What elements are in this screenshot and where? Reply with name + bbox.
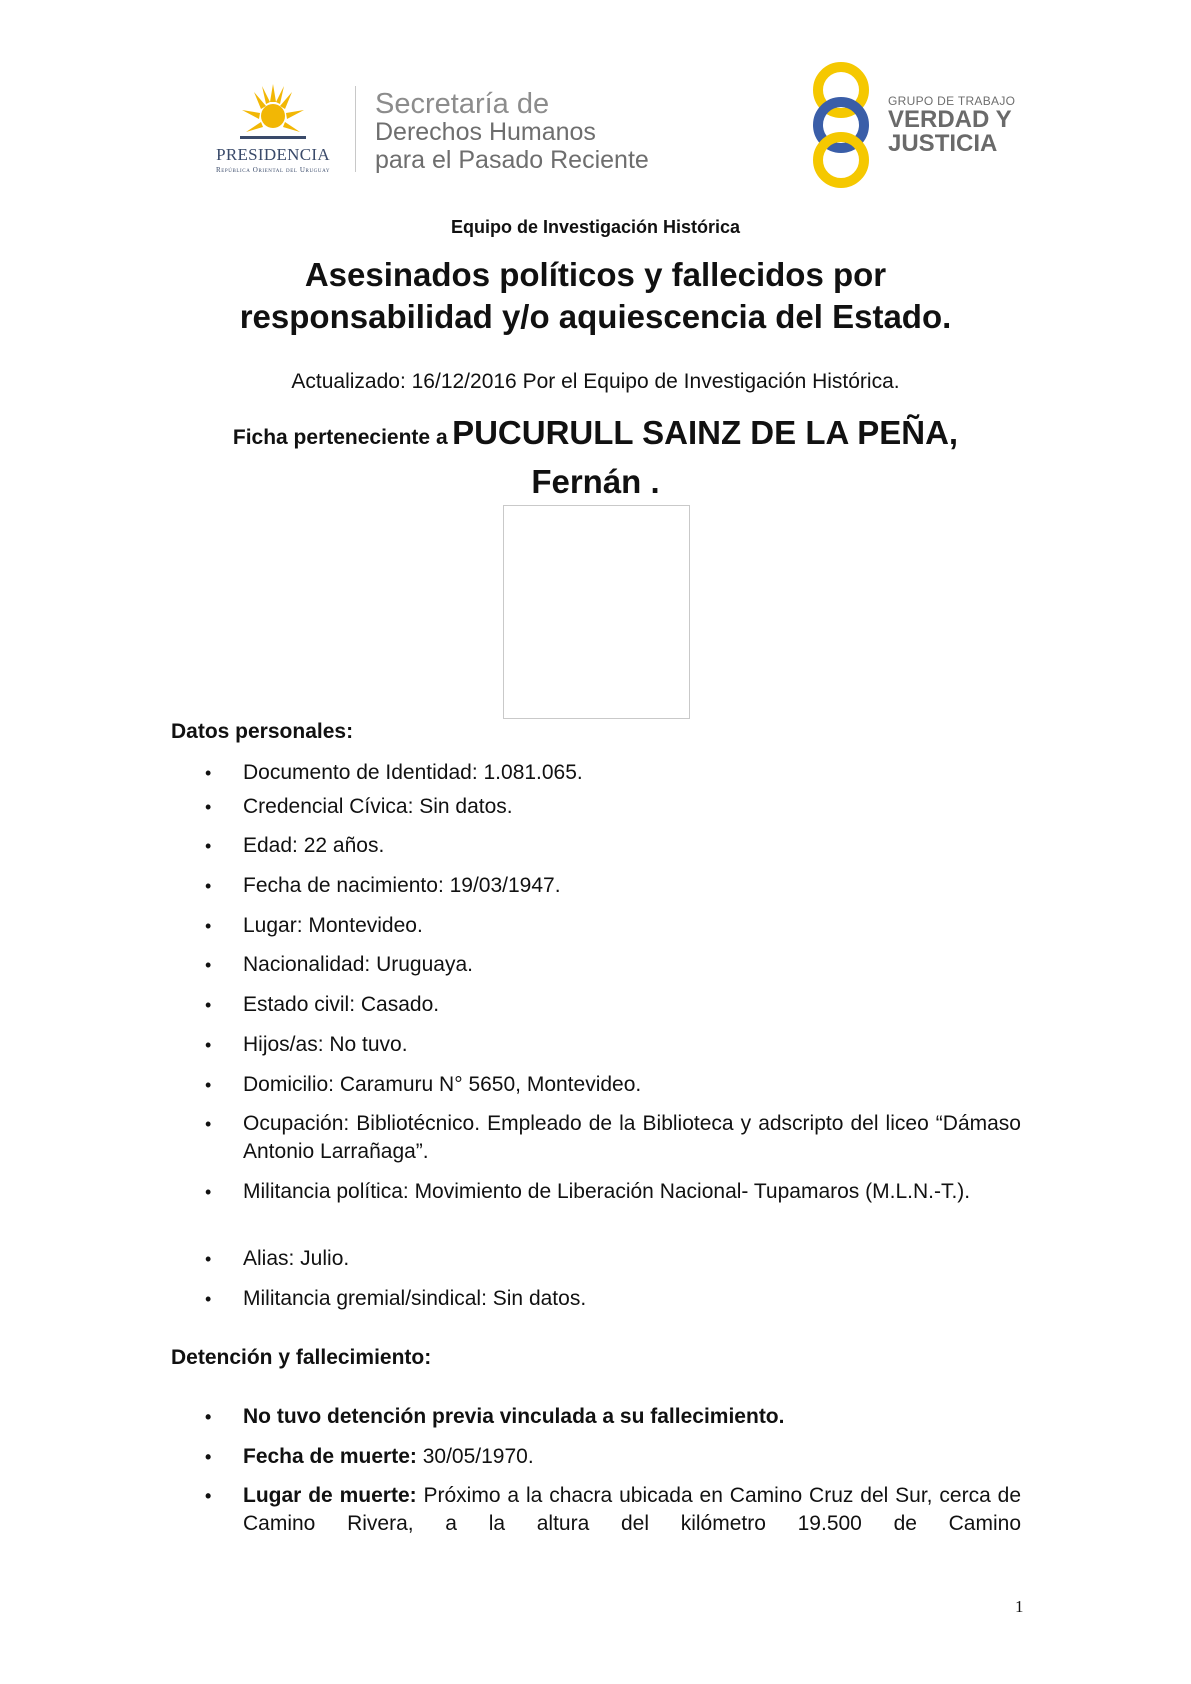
logo-divider [355, 86, 356, 172]
secretaria-line-3: para el Pasado Reciente [375, 146, 649, 174]
team-label: Equipo de Investigación Histórica [450, 217, 741, 237]
list-item-text: Documento de Identidad: 1.081.065. [243, 761, 583, 784]
presidencia-logo [198, 82, 348, 178]
list-item-text: Fecha de nacimiento: 19/03/1947. [243, 874, 561, 897]
document-page: PRESIDENCIA República Oriental del Uruguay Secretaría de Derechos Humanos para el Pasado Reciente GRUPO DE TRABAJO VERDAD Y JUSTICIA Equipo de Investigación Histórica Asesinados políticos y fallecidos por responsabilidad y/o aquiescencia del Estado. Actualizado: 16/12/2016 Por el Equipo de Investigación Histórica. Ficha perteneciente a PUCURULL SAINZ DE LA PEÑA, Fernán . Datos personales: • Documento de Identidad: 1.081.065. • Credencial Cívica: Sin datos. • Edad: 22 años. • Fecha de nacimiento: 19/03/1947. • Lugar: Montevideo. • Nacionalidad: Uruguaya. • Estado civil: Casado. • Hijos/as: No tuvo. • Domicilio: Caramuru N° 5650, Montevideo. • Ocupación: Bibliotécnico. Empleado de la Biblioteca y adscripto del liceo “Dámaso Antonio Larrañaga”. • Militancia política: Movimiento de Liberación Nacional- Tupamaros (M.L.N.-T.). • Alias: Julio. • Militancia gremial/sindical: Sin datos. Detención y fallecimiento: • No tuvo detención previa vinculada a su fallecimiento. • Fecha de muerte: 30/05/1970. • Lugar de muerte: Próximo a la chacra ubicada en Camino Cruz del Sur, cerca de Camino Rivera, a la altura del kilómetro 19.500 de Camino 1 [0, 0, 1191, 1684]
title-line-1: Asesinados políticos y fallecidos por [304, 256, 887, 293]
list-item-text: Ocupación: Bibliotécnico. Empleado de la Biblioteca y adscripto del liceo “Dámaso Antonio Larrañaga”. [243, 1112, 1021, 1163]
ficha-name-line-2: Fernán . [531, 463, 660, 500]
gtvj-line-2: VERDAD Y [888, 106, 1012, 133]
list-item-text: Edad: 22 años. [243, 834, 385, 857]
list-item-text: Hijos/as: No tuvo. [243, 1033, 408, 1056]
secretaria-line-2: Derechos Humanos [375, 118, 596, 146]
gtvj-line-3: JUSTICIA [888, 130, 998, 157]
death-place-label: Lugar de muerte: [243, 1484, 417, 1507]
gtvj-logo [808, 62, 1023, 188]
secretaria-logo-text [375, 90, 649, 174]
gtvj-text [888, 94, 1015, 156]
secretaria-line-1: Secretaría de [375, 88, 550, 120]
detention-title: Detención y fallecimiento: [171, 1346, 432, 1369]
death-date-value: 30/05/1970. [416, 1445, 534, 1468]
list-item-text: Domicilio: Caramuru N° 5650, Montevideo. [243, 1073, 642, 1096]
ficha-heading [150, 412, 1041, 503]
list-item-text: Militancia política: Movimiento de Liberación Nacional- Tupamaros (M.L.N.-T.). [243, 1180, 971, 1203]
list-item-text: Lugar: Montevideo. [243, 914, 423, 937]
gtvj-line-1: GRUPO DE TRABAJO [888, 94, 1016, 108]
document-title [150, 254, 1041, 338]
death-date-label: Fecha de muerte: [243, 1445, 417, 1468]
list-item-text: Credencial Cívica: Sin datos. [243, 795, 513, 818]
sun-emblem-icon [240, 82, 306, 142]
death-place-value: Próximo a la chacra ubicada en Camino Cruz del Sur, cerca de Camino Rivera, a la altura del kilómetro 19.500 de Camino [243, 1484, 1021, 1535]
list-item-text: No tuvo detención previa vinculada a su fallecimiento. [243, 1405, 785, 1428]
title-line-2: responsabilidad y/o aquiescencia del Estado. [239, 298, 952, 335]
photo-placeholder [503, 505, 690, 719]
personal-data-title: Datos personales: [171, 720, 354, 743]
presidencia-name: PRESIDENCIA [216, 145, 330, 164]
ficha-prefix: Ficha perteneciente a [232, 426, 448, 449]
list-item-text: Estado civil: Casado. [243, 993, 440, 1016]
linked-rings-icon [808, 62, 878, 188]
list-item-text: Militancia gremial/sindical: Sin datos. [243, 1287, 587, 1310]
page-number: 1 [1015, 1597, 1024, 1616]
presidencia-subtitle: República Oriental del Uruguay [215, 166, 331, 174]
list-item-text: Alias: Julio. [243, 1247, 350, 1270]
ficha-name-line-1: PUCURULL SAINZ DE LA PEÑA, [452, 414, 959, 451]
list-item-text: Nacionalidad: Uruguaya. [243, 953, 473, 976]
updated-line: Actualizado: 16/12/2016 Por el Equipo de Investigación Histórica. [291, 370, 900, 393]
